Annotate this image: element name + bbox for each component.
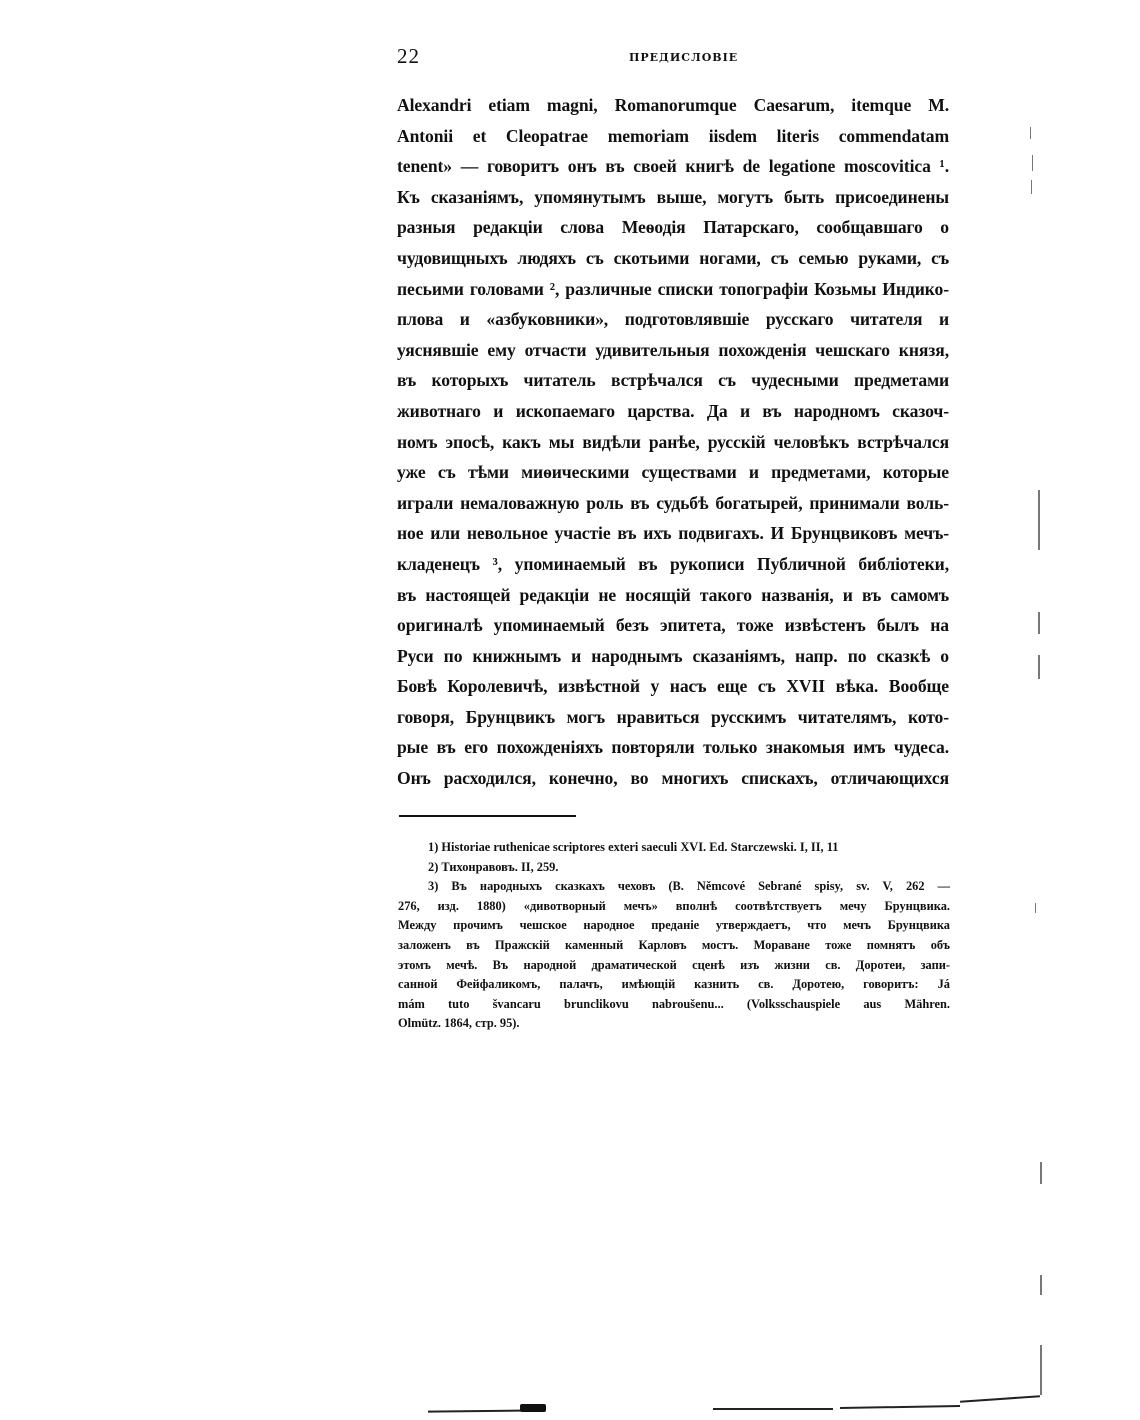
footnote-3-line: Olmütz. 1864, стр. 95). (398, 1016, 520, 1031)
text-line: плова и «азбуковники», подготовлявшіе русскаго читателя и (397, 309, 949, 330)
text-line: кладенецъ ³, упоминаемый въ рукописи Публичной библіотеки, (397, 553, 949, 574)
text-line: Antonii et Cleopatrae memoriam iisdem literis commendatam (397, 125, 949, 146)
text-line: животнаго и ископаемаго царства. Да и въ народномъ сказоч- (397, 400, 949, 421)
text-line: рые въ его похожденіяхъ повторяли только знакомыя имъ чудеса. (397, 737, 949, 758)
text-line: песьими головами ², различные списки топографіи Козьмы Индико- (397, 278, 949, 299)
text-line: Alexandri etiam magni, Romanorumque Caesarum, itemque M. (397, 95, 949, 115)
text-line: чудовищныхъ людяхъ съ скотьими ногами, съ семью руками, съ (397, 247, 949, 268)
scan-edge-line (960, 1395, 1040, 1403)
text-line: разныя редакціи слова Меѳодія Патарскаго, сообщавшаго о (397, 217, 949, 238)
text-line: Онъ расходился, конечно, во многихъ спискахъ, отличающихся (397, 768, 949, 789)
footnote-3: 3) Въ народныхъ сказкахъ чеховъ (B. Němcové Sebrané spisy, sv. V, 262 — (428, 879, 950, 894)
text-line: уяснявшіе ему отчасти удивительныя похожденія чешскаго князя, (397, 339, 949, 360)
main-text (397, 90, 949, 794)
footnotes (398, 838, 950, 1034)
scan-artifact (1040, 1345, 1042, 1395)
scan-edge-line (713, 1408, 833, 1410)
scan-artifact (1031, 180, 1032, 194)
footnote-3-line: этомъ мечѣ. Въ народной драматической сценѣ изъ жизни св. Доротеи, запи- (398, 957, 950, 972)
footnote-3-line: mám tuto švancaru brunclikovu nabroušenu... (Volksschauspiele aus Mähren. (398, 996, 950, 1011)
scan-artifact (1032, 155, 1033, 171)
text-line: tenent» — говоритъ онъ въ своей книгѣ de legatione moscovitica ¹. (397, 156, 949, 177)
footnote-2: 2) Тихонравовъ. II, 259. (428, 859, 559, 874)
text-line: играли немаловажную роль въ судьбѣ богатырей, принимали воль- (397, 492, 949, 513)
page-number: 22 (397, 44, 420, 68)
page-header (397, 44, 949, 74)
scan-artifact (1038, 655, 1040, 679)
footnote-separator (399, 815, 576, 817)
text-line: оригиналѣ упоминаемый безъ эпитета, тоже извѣстенъ былъ на (397, 615, 949, 636)
scan-edge-line (840, 1405, 960, 1409)
text-line: говоря, Брунцвикъ могъ нравиться русскимъ читателямъ, кото- (397, 706, 949, 727)
scan-artifact (1035, 903, 1036, 913)
footnote-3-line: 276, изд. 1880) «дивотворный мечъ» вполнѣ соотвѣтствуетъ мечу Брунцвика. (398, 898, 950, 913)
text-line: Къ сказаніямъ, упомянутымъ выше, могутъ быть присоединены (397, 186, 949, 207)
text-line: въ которыхъ читатель встрѣчался съ чудесными предметами (397, 370, 949, 391)
running-title: ПРЕДИСЛОВІЕ (629, 51, 739, 64)
text-line: въ настоящей редакціи не носящій такого названія, и въ самомъ (397, 584, 949, 605)
scan-artifact (1038, 612, 1040, 634)
text-line: Бовѣ Королевичѣ, извѣстной у насъ еще съ XVII вѣка. Вообще (397, 676, 949, 697)
scan-edge-blot (520, 1404, 546, 1412)
text-line: уже съ тѣми миѳическими существами и предметами, которые (397, 462, 949, 483)
footnote-3-line: санной Фейфаликомъ, палачъ, имѣющій казнить св. Доротею, говоритъ: Já (398, 977, 950, 992)
text-line: номъ эпосѣ, какъ мы видѣли ранѣе, русскій человѣкъ встрѣчался (397, 431, 949, 452)
text-line: Руси по книжнымъ и народнымъ сказаніямъ, напр. по сказкѣ о (397, 645, 949, 666)
footnote-3-line: Между прочимъ чешское народное преданіе утверждаетъ, что мечъ Брунцвика (398, 918, 950, 933)
footnote-3-line: заложенъ въ Пражскій каменный Карловъ мостъ. Мораване тоже помнятъ объ (398, 937, 950, 952)
footnote-1: 1) Historiae ruthenicae scriptores exteri saeculi XVI. Ed. Starczewski. I, II, 11 (428, 840, 839, 854)
scan-artifact (1040, 1275, 1042, 1295)
scan-artifact (1030, 127, 1031, 139)
text-line: ное или невольное участіе въ ихъ подвигахъ. И Брунцвиковъ мечъ- (397, 523, 949, 544)
scan-artifact (1038, 490, 1040, 550)
scan-artifact (1040, 1162, 1042, 1184)
